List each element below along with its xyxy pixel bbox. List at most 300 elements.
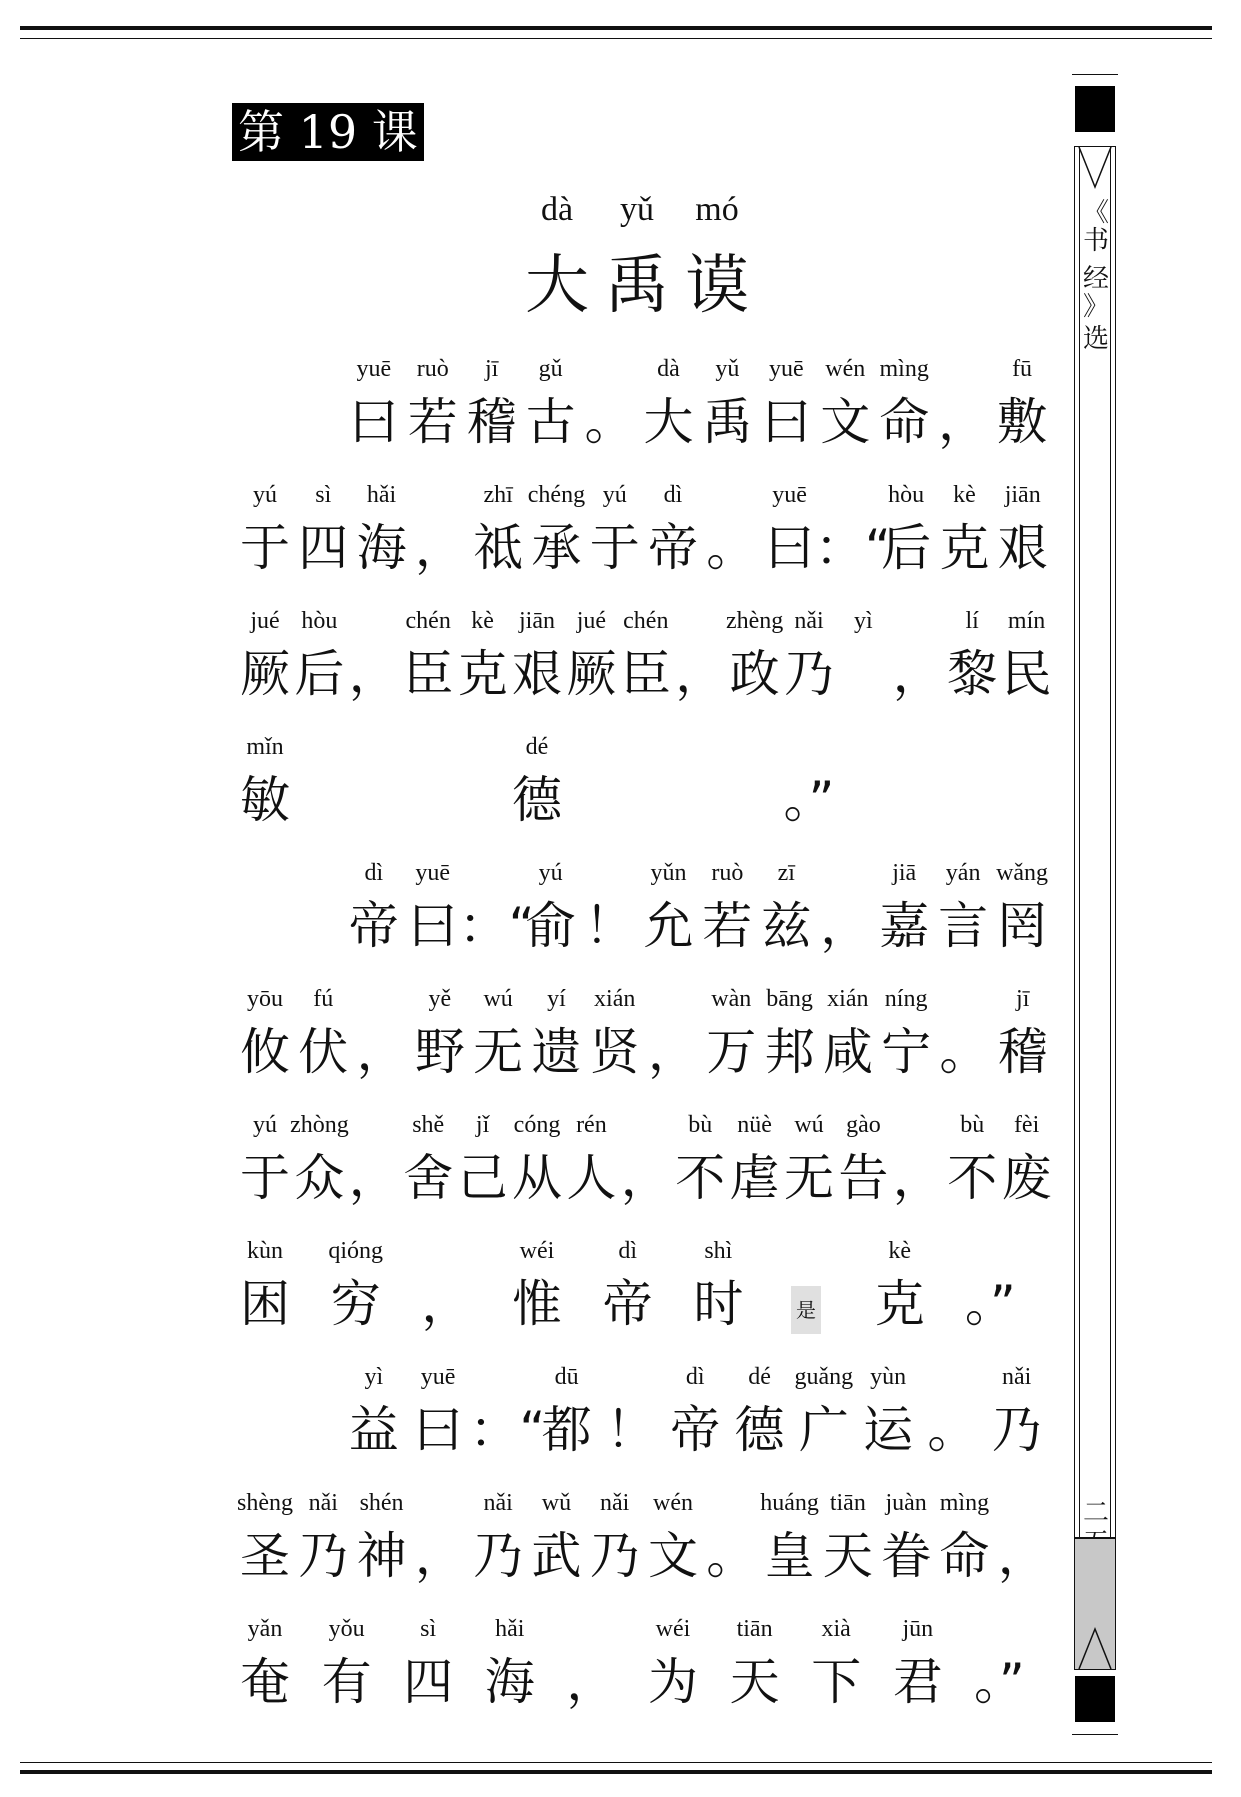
pinyin: sì: [420, 1616, 437, 1642]
hanzi: 乃: [991, 1401, 1042, 1459]
hanzi: 。: [927, 1401, 978, 1459]
title-char: 谟: [685, 249, 749, 323]
pinyin: yú: [253, 482, 277, 508]
pinyin: rén: [576, 1112, 607, 1138]
rail-title-char: 书: [1082, 226, 1109, 256]
pinyin: jiā: [892, 860, 917, 886]
ruby-cell: [885, 1614, 951, 1740]
hanzi: 天: [822, 1527, 873, 1585]
pinyin: yì: [364, 1364, 384, 1390]
pinyin: nüè: [737, 1112, 772, 1138]
pinyin: tiān: [736, 1616, 773, 1642]
hanzi: 命: [939, 1527, 990, 1585]
hanzi: 于: [240, 519, 290, 577]
pinyin: gǔ: [538, 356, 563, 382]
ruby-cell: [504, 1236, 570, 1362]
hanzi: 禹: [702, 393, 753, 451]
hanzi: 曰: [348, 393, 399, 451]
pinyin: zhī: [483, 482, 513, 508]
hanzi: 艰: [512, 645, 562, 703]
pinyin: bù: [960, 1112, 985, 1138]
ruby-cell: [504, 732, 570, 858]
ruby-cell: [349, 480, 415, 606]
pinyin: mǐn: [246, 734, 284, 760]
pinyin: yì: [854, 608, 873, 634]
pinyin: jī: [484, 356, 499, 382]
hanzi: 眷: [881, 1527, 932, 1585]
ruby-cell: [405, 1362, 471, 1488]
ruby-cell: [518, 858, 584, 984]
hanzi: ，: [566, 1653, 617, 1711]
hanzi: 曰: [761, 393, 812, 451]
rail-rule: [1072, 74, 1118, 75]
title-char: 禹: [605, 249, 669, 323]
hanzi: 邦: [764, 1023, 815, 1081]
pinyin: yuē: [420, 1364, 456, 1390]
rail-title-char: 选: [1082, 324, 1109, 354]
text-line: [232, 984, 1052, 1110]
ruby-cell: [323, 1236, 389, 1362]
pinyin: wéi: [519, 1238, 555, 1264]
pinyin: hòu: [888, 482, 925, 508]
hanzi: 困: [240, 1275, 290, 1333]
pinyin: yí: [547, 986, 566, 1012]
hanzi: 允: [643, 897, 694, 955]
pinyin: mìng: [879, 356, 929, 382]
rail-title-char: 《: [1082, 198, 1109, 228]
hanzi: ：“: [814, 519, 891, 577]
ruby-cell: [753, 858, 819, 984]
ruby-cell: [640, 1488, 706, 1614]
pinyin: shèng: [237, 1490, 293, 1516]
hanzi: 后: [881, 519, 932, 577]
rail-top-chevron-icon: [1075, 147, 1115, 191]
hanzi: 曰: [413, 1401, 464, 1459]
pinyin: wén: [653, 1490, 693, 1516]
bottom-border-thick: [20, 1770, 1212, 1774]
hanzi: ，: [675, 645, 726, 703]
ruby-cell: [595, 1236, 661, 1362]
pinyin: fèi: [1013, 1112, 1040, 1138]
pinyin: chéng: [527, 482, 586, 508]
lesson-label: 第 19 课: [232, 103, 424, 161]
pinyin: qióng: [328, 1238, 383, 1264]
hanzi: 奄: [240, 1653, 290, 1711]
pinyin: yōu: [247, 986, 283, 1012]
hanzi: 德: [734, 1401, 785, 1459]
pinyin: níng: [884, 986, 928, 1012]
hanzi: 后: [294, 645, 345, 703]
ruby-cell: [232, 732, 298, 858]
pinyin: mín: [1007, 608, 1046, 634]
pinyin: chén: [623, 608, 669, 634]
hanzi: 伏: [298, 1023, 349, 1081]
hanzi: 克: [939, 519, 990, 577]
pinyin: nǎi: [308, 1490, 338, 1516]
hanzi: 咸: [822, 1023, 873, 1081]
pinyin: yǎn: [247, 1616, 283, 1642]
hanzi: ，: [348, 1149, 399, 1207]
hanzi: 俞: [525, 897, 576, 955]
hanzi: 于: [240, 1149, 290, 1207]
rail-panel: [1074, 146, 1116, 1670]
hanzi: 人: [566, 1149, 617, 1207]
hanzi: 嘉: [879, 897, 930, 955]
hanzi: 不: [675, 1149, 726, 1207]
hanzi: 告: [838, 1149, 889, 1207]
ruby-cell: [518, 354, 584, 480]
ruby-cell: [640, 1614, 706, 1740]
title-pinyin: dà: [540, 191, 574, 228]
hanzi: 政: [729, 645, 780, 703]
bottom-border-thin: [20, 1762, 1212, 1763]
hanzi: ，: [356, 1023, 407, 1081]
ruby-cell: [871, 354, 937, 480]
inserted-small-char: 是: [791, 1286, 821, 1334]
hanzi: 下: [811, 1653, 862, 1711]
side-rail: [1072, 74, 1118, 1746]
hanzi: 皇: [764, 1527, 815, 1585]
pinyin: guǎng: [794, 1364, 854, 1390]
ruby-cell: [558, 1614, 624, 1740]
pinyin: ruò: [416, 356, 449, 382]
pinyin: dū: [554, 1364, 579, 1390]
hanzi: ，: [997, 1527, 1048, 1585]
pinyin: zhèng: [725, 608, 784, 634]
ruby-cell: [413, 1236, 479, 1362]
hanzi: 攸: [240, 1023, 290, 1081]
hanzi: 舍: [403, 1149, 454, 1207]
hanzi: 稽: [466, 393, 517, 451]
ruby-cell: [232, 1236, 298, 1362]
top-border-thin: [20, 38, 1212, 39]
hanzi: 乃: [298, 1527, 349, 1585]
rail-title-char: 》: [1082, 292, 1109, 322]
pinyin: fū: [1012, 356, 1033, 382]
pinyin: yǒu: [328, 1616, 365, 1642]
hanzi: 曰: [407, 897, 458, 955]
text-line: [232, 858, 1052, 984]
hanzi: 。”: [783, 771, 835, 829]
text-line: [232, 1614, 1052, 1740]
hanzi: 无: [473, 1023, 524, 1081]
ruby-cell: [582, 984, 648, 1110]
hanzi: ：“: [458, 897, 535, 955]
pinyin: kè: [953, 482, 976, 508]
pinyin: huáng: [760, 1490, 819, 1516]
hanzi: ，: [938, 393, 989, 451]
hanzi: ，: [648, 1023, 698, 1081]
rail-inner-line: [1079, 147, 1080, 1669]
hanzi: 。”: [964, 1275, 1016, 1333]
pinyin: bù: [688, 1112, 713, 1138]
hanzi: ，: [421, 1275, 472, 1333]
hanzi: 于: [589, 519, 640, 577]
pinyin: wéi: [655, 1616, 691, 1642]
hanzi: 遗: [531, 1023, 582, 1081]
pinyin: cóng: [513, 1112, 561, 1138]
hanzi: 帝: [348, 897, 399, 955]
ruby-cell: [873, 984, 939, 1110]
ruby-cell: [990, 480, 1056, 606]
ruby-cell: [349, 1488, 415, 1614]
pinyin: yuē: [769, 356, 804, 382]
hanzi: ，: [820, 897, 871, 955]
ruby-cell: [957, 1236, 1023, 1362]
ruby-cell: [966, 1614, 1032, 1740]
hanzi: 大: [643, 393, 694, 451]
rail-bottom-chevron-icon: [1075, 1619, 1115, 1669]
hanzi: 敏: [240, 771, 290, 829]
text-line: [232, 606, 1052, 732]
ruby-cell: [803, 1614, 869, 1740]
pinyin: nǎi: [1002, 1364, 1032, 1390]
pinyin: sì: [315, 482, 332, 508]
pinyin: xià: [821, 1616, 851, 1642]
hanzi: 废: [1001, 1149, 1052, 1207]
ruby-cell: [994, 606, 1060, 732]
top-border-thick: [20, 26, 1212, 30]
hanzi: 天: [729, 1653, 780, 1711]
pinyin: hǎi: [495, 1616, 525, 1642]
hanzi: 克: [874, 1275, 925, 1333]
hanzi: 厥: [566, 645, 617, 703]
ruby-cell: [685, 1236, 751, 1362]
ruby-cell: [994, 1110, 1060, 1236]
ruby-cell: [534, 1362, 600, 1488]
pinyin: yú: [602, 482, 627, 508]
pinyin: dì: [685, 1364, 705, 1390]
hanzi: 文: [648, 1527, 698, 1585]
hanzi: ，: [892, 645, 943, 703]
hanzi: 乃: [589, 1527, 640, 1585]
pinyin: nǎi: [794, 608, 824, 634]
ruby-cell: [232, 1614, 298, 1740]
pinyin: jūn: [902, 1616, 934, 1642]
pinyin: yùn: [870, 1364, 907, 1390]
pinyin: xián: [594, 986, 636, 1012]
hanzi: 祗: [473, 519, 524, 577]
hanzi: 君: [892, 1653, 943, 1711]
rail-page-number-char: 二: [1082, 1498, 1109, 1528]
pinyin: shì: [704, 1238, 733, 1264]
hanzi: 言: [938, 897, 989, 955]
ruby-cell: [640, 480, 706, 606]
rail-top-block: [1075, 86, 1115, 132]
pinyin: dé: [748, 1364, 771, 1390]
text-line: [232, 354, 1052, 480]
pinyin: yán: [945, 860, 981, 886]
hanzi: 野: [414, 1023, 465, 1081]
pinyin: wǎng: [996, 860, 1049, 886]
pinyin: hǎi: [366, 482, 397, 508]
hanzi: 克: [457, 645, 508, 703]
pinyin: hòu: [301, 608, 338, 634]
hanzi: 帝: [602, 1275, 653, 1333]
pinyin: wàn: [711, 986, 752, 1012]
rail-title-char: 经: [1082, 264, 1109, 294]
hanzi: 无: [784, 1149, 834, 1207]
pinyin: shě: [412, 1112, 445, 1138]
pinyin: gào: [846, 1112, 881, 1138]
ruby-cell: [855, 1362, 921, 1488]
hanzi: 敷: [997, 393, 1048, 451]
hanzi: 民: [1001, 645, 1052, 703]
hanzi: ，: [348, 645, 399, 703]
hanzi: 兹: [761, 897, 812, 955]
hanzi: 帝: [670, 1401, 721, 1459]
pinyin: jī: [1016, 986, 1030, 1012]
ruby-cell: [990, 1488, 1056, 1614]
pinyin: zhòng: [290, 1112, 349, 1138]
hanzi: ，: [892, 1149, 943, 1207]
pinyin: yú: [253, 1112, 277, 1138]
pinyin: jué: [250, 608, 280, 634]
hanzi: 臣: [620, 645, 671, 703]
pinyin: xián: [827, 986, 869, 1012]
pinyin: lí: [965, 608, 979, 634]
ruby-cell: [722, 1614, 788, 1740]
ruby-cell: [290, 984, 356, 1110]
title-pinyin: mó: [695, 191, 739, 228]
hanzi: 运: [863, 1401, 914, 1459]
ruby-cell: [931, 1488, 997, 1614]
hanzi: 都: [541, 1401, 592, 1459]
pinyin: zī: [777, 860, 795, 886]
ruby-cell: [989, 858, 1055, 984]
hanzi: 臣: [403, 645, 454, 703]
pinyin: kè: [888, 1238, 911, 1264]
pinyin: jiān: [1004, 482, 1041, 508]
hanzi: 承: [531, 519, 582, 577]
hanzi: 为: [648, 1653, 698, 1711]
hanzi: 若: [702, 897, 753, 955]
hanzi: 乃: [784, 645, 834, 703]
pinyin: dé: [525, 734, 549, 760]
rail-rule: [1072, 1734, 1118, 1735]
hanzi: 四: [298, 519, 349, 577]
hanzi: 不: [947, 1149, 998, 1207]
pinyin: dì: [364, 860, 384, 886]
hanzi: 万: [706, 1023, 757, 1081]
pinyin: yuē: [415, 860, 451, 886]
hanzi: 稽: [997, 1023, 1048, 1081]
hanzi: 文: [820, 393, 871, 451]
ruby-cell: [984, 1362, 1050, 1488]
pinyin: wǔ: [541, 1490, 572, 1516]
hanzi: 己: [457, 1149, 508, 1207]
pinyin: nǎi: [483, 1490, 513, 1516]
hanzi: 四: [403, 1653, 454, 1711]
hanzi: 。: [939, 1023, 990, 1081]
hanzi: 若: [407, 393, 458, 451]
pinyin: wú: [483, 986, 513, 1012]
pinyin: dì: [618, 1238, 637, 1264]
hanzi: 德: [512, 771, 562, 829]
pinyin: chén: [405, 608, 451, 634]
pinyin: kùn: [247, 1238, 283, 1264]
hanzi: ！: [584, 897, 635, 955]
text-line: [232, 480, 1052, 606]
hanzi: 帝: [648, 519, 698, 577]
hanzi: 众: [294, 1149, 345, 1207]
hanzi: 。: [584, 393, 635, 451]
ruby-cell: [989, 354, 1055, 480]
pinyin: yǔn: [650, 860, 687, 886]
hanzi: 时: [693, 1275, 744, 1333]
pinyin: jué: [576, 608, 607, 634]
hanzi: 。”: [973, 1653, 1025, 1711]
hanzi: 贤: [589, 1023, 640, 1081]
title-char: 大: [525, 249, 589, 323]
pinyin: yuē: [772, 482, 807, 508]
hanzi: 海: [356, 519, 407, 577]
hanzi: 穷: [330, 1275, 381, 1333]
text-line: [232, 1362, 1052, 1488]
pinyin: kè: [471, 608, 494, 634]
hanzi: 乃: [473, 1527, 524, 1585]
hanzi: 益: [348, 1401, 399, 1459]
hanzi: 。: [706, 1527, 757, 1585]
pinyin: jiān: [519, 608, 555, 634]
ruby-cell: [867, 1236, 933, 1362]
hanzi: 命: [879, 393, 930, 451]
hanzi: 虐: [729, 1149, 780, 1207]
hanzi: 武: [531, 1527, 582, 1585]
hanzi: ，: [620, 1149, 671, 1207]
pinyin: ruò: [711, 860, 744, 886]
hanzi: 宁: [881, 1023, 932, 1081]
hanzi: 广: [798, 1401, 849, 1459]
hanzi: 厥: [240, 645, 290, 703]
pinyin: shén: [359, 1490, 404, 1516]
pinyin: dà: [657, 356, 680, 382]
pinyin: yuē: [356, 356, 392, 382]
ruby-cell: [776, 1236, 842, 1362]
hanzi: 罔: [997, 897, 1048, 955]
hanzi: 惟: [512, 1275, 562, 1333]
ruby-cell: [477, 1614, 543, 1740]
hanzi: 海: [484, 1653, 535, 1711]
text-line: [232, 732, 1052, 858]
pinyin: tiān: [829, 1490, 866, 1516]
rail-inner-line: [1110, 147, 1111, 1669]
pinyin: yǔ: [715, 356, 740, 382]
rail-bottom-block: [1075, 1676, 1115, 1722]
hanzi: 从: [512, 1149, 562, 1207]
pinyin: dì: [663, 482, 683, 508]
ruby-cell: [314, 1614, 380, 1740]
hanzi: 曰: [764, 519, 815, 577]
pinyin: fú: [313, 986, 334, 1012]
pinyin: bāng: [766, 986, 813, 1012]
hanzi: 艰: [997, 519, 1048, 577]
ruby-cell: [395, 1614, 461, 1740]
hanzi: 圣: [240, 1527, 290, 1585]
ruby-cell: [776, 732, 842, 858]
hanzi: 。: [706, 519, 757, 577]
rail-shaded-area: [1075, 1537, 1115, 1669]
pinyin: jǐ: [475, 1112, 490, 1138]
hanzi: 有: [321, 1653, 372, 1711]
ruby-cell: [757, 480, 823, 606]
text-line: [232, 1110, 1052, 1236]
pinyin: nǎi: [600, 1490, 630, 1516]
text-line: [232, 1488, 1052, 1614]
pinyin: yě: [428, 986, 452, 1012]
pinyin: wén: [825, 356, 866, 382]
pinyin: juàn: [885, 1490, 927, 1516]
